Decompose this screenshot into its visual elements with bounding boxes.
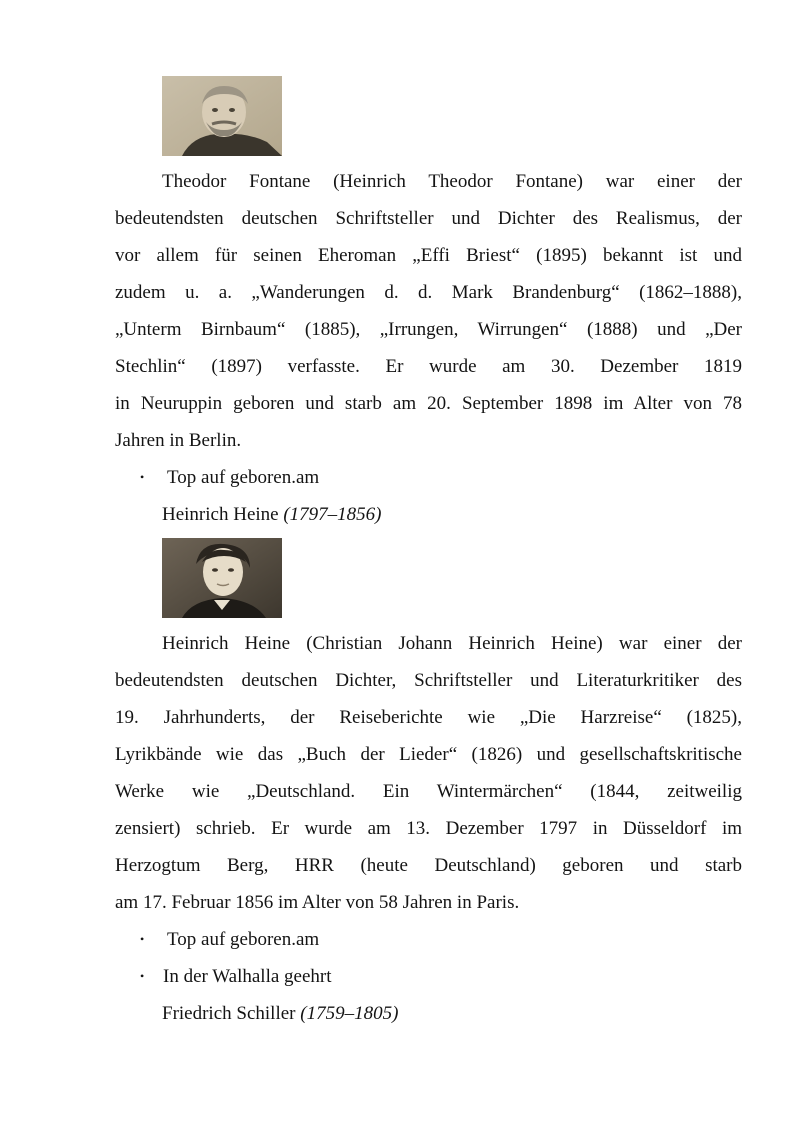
bio-line: Heinrich Heine (Christian Johann Heinrich Heine) war einer der	[162, 633, 742, 654]
fontane-portrait-photo	[162, 76, 282, 156]
bio-line: vor allem für seinen Eheroman „Effi Briest“ (1895) bekannt ist und	[115, 245, 742, 266]
bio-line: Theodor Fontane (Heinrich Theodor Fontane) war einer der	[162, 171, 742, 192]
bio-line: Werke wie „Deutschland. Ein Wintermärchen“ (1844, zeitweilig	[115, 781, 742, 802]
schiller-heading	[162, 995, 398, 1032]
top-geboren-link[interactable]: Top auf geboren.am	[167, 467, 320, 488]
schiller-name: Friedrich Schiller	[162, 1003, 296, 1024]
walhalla-link[interactable]: In der Walhalla geehrt	[163, 966, 332, 987]
bio-line: Stechlin“ (1897) verfasste. Er wurde am 30. Dezember 1819	[115, 356, 742, 377]
heine-biography	[115, 625, 742, 921]
bio-line: zudem u. a. „Wanderungen d. d. Mark Brandenburg“ (1862–1888),	[115, 282, 742, 303]
bio-line: Herzogtum Berg, HRR (heute Deutschland) geboren und starb	[115, 855, 742, 876]
heine-portrait-photo	[162, 538, 282, 618]
fontane-biography	[115, 163, 742, 459]
bullet-icon: •	[140, 932, 145, 946]
bio-line: bedeutendsten deutschen Schriftsteller und Dichter des Realismus, der	[115, 208, 742, 229]
bio-line: Jahren in Berlin.	[115, 430, 242, 451]
bio-line: am 17. Februar 1856 im Alter von 58 Jahren in Paris.	[115, 892, 520, 913]
heine-link-item	[140, 958, 332, 995]
bio-line: 19. Jahrhunderts, der Reiseberichte wie „Die Harzreise“ (1825),	[115, 707, 742, 728]
bio-line: bedeutendsten deutschen Dichter, Schriftsteller und Literaturkritiker des	[115, 670, 742, 691]
bio-line: Lyrikbände wie das „Buch der Lieder“ (1826) und gesellschaftskritische	[115, 744, 742, 765]
bio-line: in Neuruppin geboren und starb am 20. September 1898 im Alter von 78	[115, 393, 742, 414]
schiller-years: (1759–1805)	[300, 1003, 399, 1024]
heine-years: (1797–1856)	[283, 504, 382, 525]
heine-link-item	[140, 921, 319, 958]
top-geboren-link[interactable]: Top auf geboren.am	[167, 929, 320, 950]
heine-name: Heinrich Heine	[162, 504, 279, 525]
bio-line: „Unterm Birnbaum“ (1885), „Irrungen, Wirrungen“ (1888) und „Der	[115, 319, 742, 340]
fontane-link-item	[140, 459, 319, 496]
fontane-portrait-image	[162, 76, 282, 156]
bullet-icon: •	[140, 470, 145, 484]
bio-line: zensiert) schrieb. Er wurde am 13. Dezember 1797 in Düsseldorf im	[115, 818, 742, 839]
bullet-icon: •	[140, 969, 145, 983]
heine-heading	[162, 496, 382, 533]
heine-portrait-image	[162, 538, 282, 618]
